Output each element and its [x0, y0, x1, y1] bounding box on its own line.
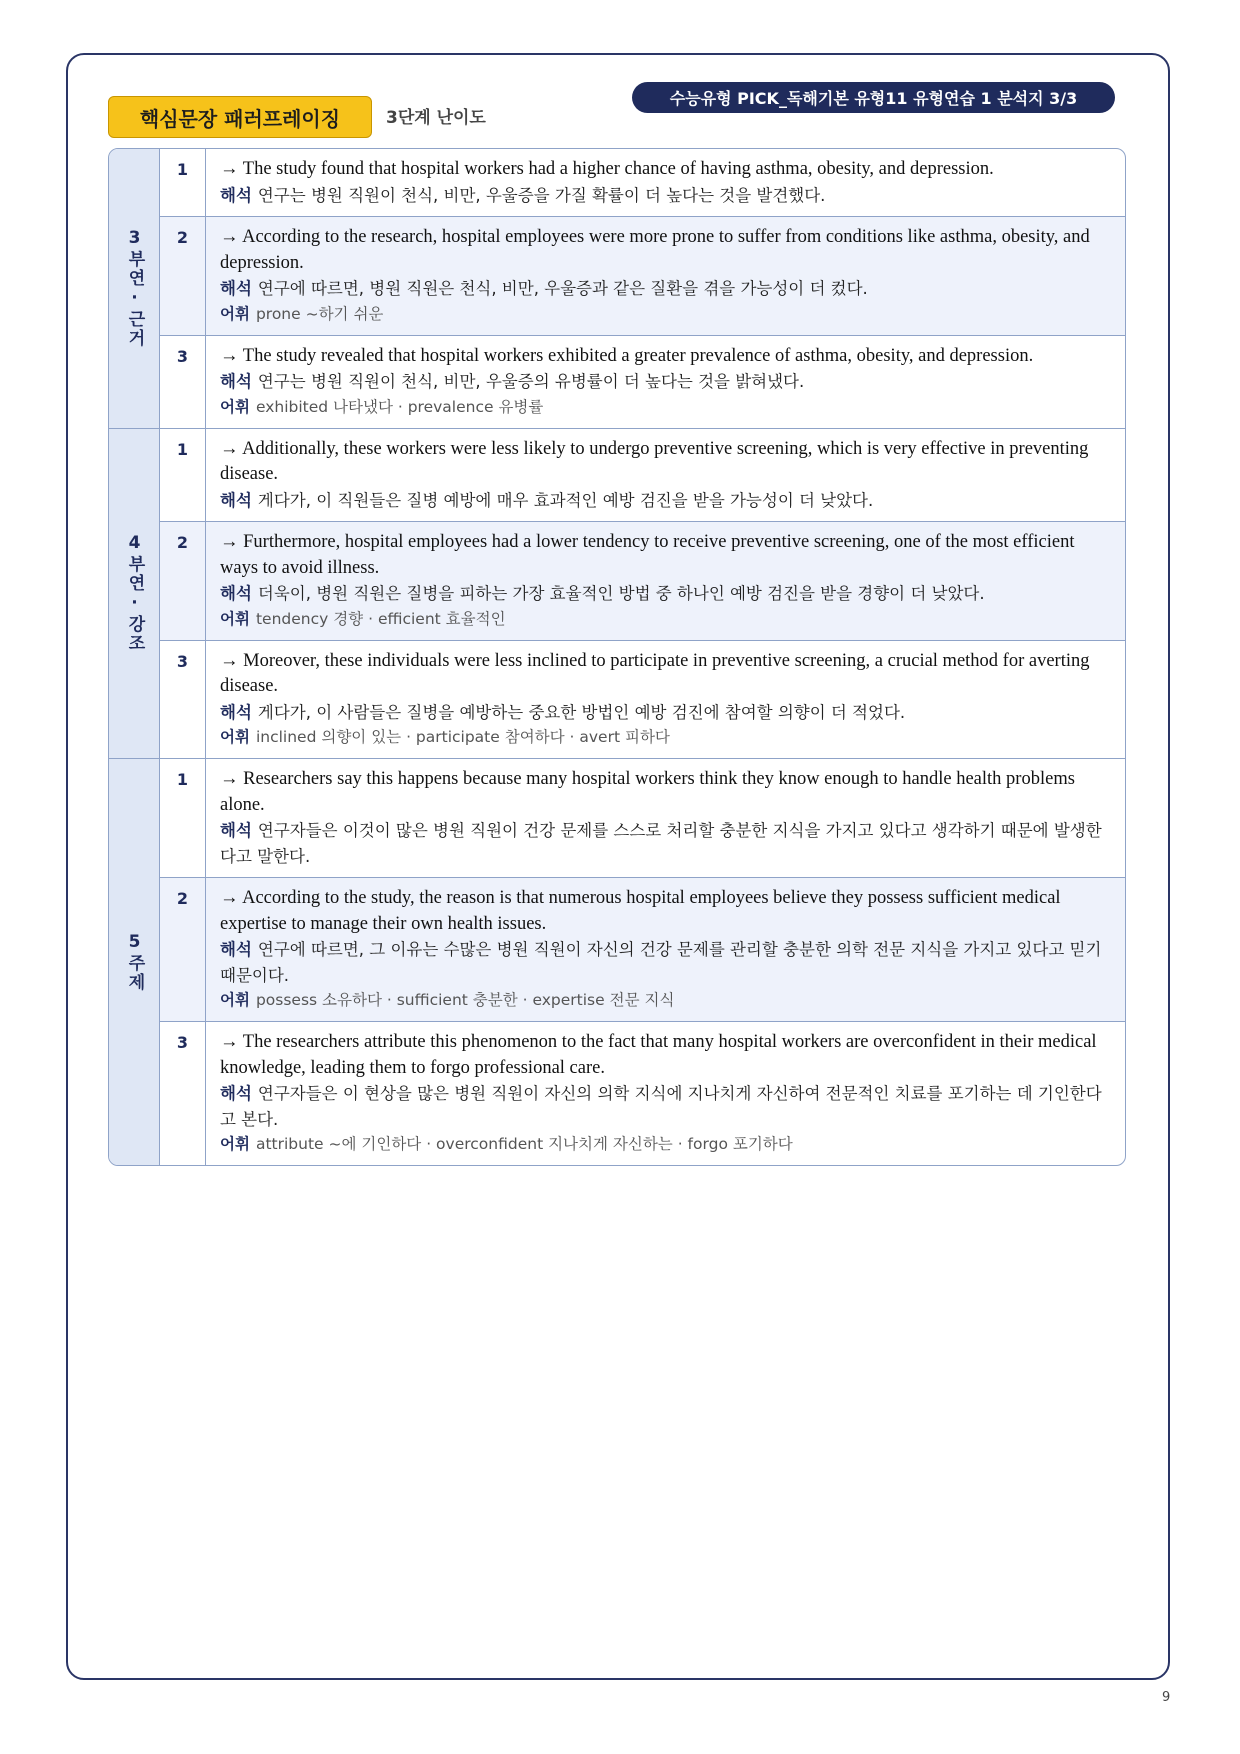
- row-content: [206, 878, 1125, 1021]
- difficulty-level: 3단계 난이도: [386, 108, 486, 128]
- korean-translation: [220, 700, 1111, 726]
- interpretation-tag: 해석: [220, 372, 252, 391]
- korean-text: 연구에 따르면, 병원 직원은 천식, 비만, 우울증과 같은 질환을 겪을 가능성이 더 컸다.: [257, 279, 868, 298]
- section-label-text: 5주제: [124, 932, 145, 992]
- table-row: [160, 641, 1125, 759]
- row-number: 2: [160, 522, 206, 640]
- korean-translation: [220, 369, 1111, 395]
- english-sentence: → The study found that hospital workers had a higher chance of having asthma, obesity, and depression.: [220, 159, 994, 179]
- section-group: [109, 149, 1125, 429]
- vocab-text: possess 소유하다 · sufficient 충분한 · expertise 전문 지식: [255, 991, 675, 1009]
- korean-text: 더욱이, 병원 직원은 질병을 피하는 가장 효율적인 방법 중 하나인 예방 검진을 받을 경향이 더 낮았다.: [257, 584, 985, 603]
- korean-translation: [220, 488, 1111, 514]
- section-label-text: 3부연·근거: [124, 228, 145, 349]
- table-row: [160, 878, 1125, 1022]
- vocab-line: [220, 988, 1111, 1013]
- worksheet-header: 수능유형 PICK_독해기본 유형11 유형연습 1 분석지 3/3: [632, 82, 1115, 113]
- vocab-tag: 어휘: [220, 609, 250, 628]
- table-row: [160, 336, 1125, 428]
- english-sentence: → According to the study, the reason is that numerous hospital employees believe they possess sufficient medical expertise to manage their own health issues.: [220, 888, 1061, 934]
- page-number: 9: [1162, 1690, 1171, 1705]
- korean-translation: [220, 183, 1111, 209]
- row-content: [206, 149, 1125, 216]
- interpretation-tag: 해석: [220, 821, 252, 840]
- section-title-badge: 핵심문장 패러프레이징: [108, 96, 372, 138]
- row-content: [206, 522, 1125, 640]
- row-content: [206, 641, 1125, 759]
- row-content: [206, 217, 1125, 335]
- row-content: [206, 759, 1125, 877]
- table-row: [160, 759, 1125, 878]
- korean-text: 연구자들은 이것이 많은 병원 직원이 건강 문제를 스스로 처리할 충분한 지식을 가지고 있다고 생각하기 때문에 발생한다고 말한다.: [220, 821, 1102, 866]
- vocab-tag: 어휘: [220, 304, 250, 323]
- vocab-line: [220, 1132, 1111, 1157]
- interpretation-tag: 해석: [220, 584, 252, 603]
- english-sentence: → According to the research, hospital employees were more prone to suffer from conditions like asthma, obesity, and depression.: [220, 227, 1090, 273]
- section-group: [109, 429, 1125, 760]
- vocab-line: [220, 302, 1111, 327]
- row-number: 3: [160, 1022, 206, 1165]
- vocab-text: exhibited 나타냈다 · prevalence 유병률: [255, 397, 544, 416]
- interpretation-tag: 해석: [220, 1084, 252, 1103]
- english-sentence: → Moreover, these individuals were less inclined to participate in preventive screening, a crucial method for averting disease.: [220, 650, 1090, 696]
- korean-translation: [220, 818, 1111, 869]
- korean-text: 게다가, 이 사람들은 질병을 예방하는 중요한 방법인 예방 검진에 참여할 의향이 더 적었다.: [257, 702, 906, 722]
- interpretation-tag: 해석: [220, 279, 252, 298]
- korean-translation: [220, 937, 1111, 988]
- table-row: [160, 522, 1125, 641]
- korean-translation: [220, 581, 1111, 607]
- section-label: [109, 429, 160, 759]
- section-label-text: 4부연·강조: [124, 533, 145, 654]
- section-group: [109, 759, 1125, 1165]
- section-label: [109, 759, 160, 1165]
- row-number: 3: [160, 336, 206, 428]
- english-sentence: → Additionally, these workers were less likely to undergo preventive screening, which is very effective in preventing disease.: [220, 438, 1089, 484]
- interpretation-tag: 해석: [220, 490, 252, 510]
- vocab-tag: 어휘: [220, 728, 250, 746]
- section-label: [109, 149, 160, 428]
- table-row: [160, 217, 1125, 336]
- table-row: [160, 1022, 1125, 1165]
- english-sentence: → The study revealed that hospital workers exhibited a greater prevalence of asthma, obesity, and depression.: [220, 345, 1034, 366]
- english-sentence: → The researchers attribute this phenomenon to the fact that many hospital workers are overconfident in their medical knowledge, leading them to forgo professional care.: [220, 1032, 1097, 1078]
- row-number: 1: [160, 149, 206, 216]
- korean-text: 연구에 따르면, 그 이유는 수많은 병원 직원이 자신의 건강 문제를 관리할 충분한 의학 전문 지식을 가지고 있다고 믿기 때문이다.: [220, 940, 1102, 985]
- korean-translation: [220, 1081, 1111, 1132]
- table-row: [160, 149, 1125, 217]
- vocab-line: [220, 725, 1111, 750]
- row-number: 1: [160, 429, 206, 522]
- vocab-line: [220, 395, 1111, 420]
- english-sentence: → Furthermore, hospital employees had a lower tendency to receive preventive screening, one of the most efficient ways to avoid illness.: [220, 532, 1075, 578]
- row-number: 2: [160, 217, 206, 335]
- korean-text: 게다가, 이 직원들은 질병 예방에 매우 효과적인 예방 검진을 받을 가능성이 더 낮았다.: [257, 490, 874, 510]
- vocab-text: tendency 경향 · efficient 효율적인: [255, 609, 506, 628]
- korean-text: 연구는 병원 직원이 천식, 비만, 우울증을 가질 확률이 더 높다는 것을 발견했다.: [257, 185, 826, 205]
- korean-translation: [220, 276, 1111, 302]
- vocab-text: prone ~하기 쉬운: [255, 304, 384, 323]
- row-content: [206, 429, 1125, 522]
- vocab-text: attribute ~에 기인하다 · overconfident 지나치게 자신하는 · forgo 포기하다: [255, 1135, 793, 1153]
- row-number: 2: [160, 878, 206, 1021]
- vocab-tag: 어휘: [220, 1135, 250, 1153]
- vocab-line: [220, 607, 1111, 632]
- row-content: [206, 336, 1125, 428]
- english-sentence: → Researchers say this happens because many hospital workers think they know enough to handle health problems alone.: [220, 769, 1075, 815]
- row-number: 1: [160, 759, 206, 877]
- korean-text: 연구자들은 이 현상을 많은 병원 직원이 자신의 의학 지식에 지나치게 자신하여 전문적인 치료를 포기하는 데 기인한다고 본다.: [220, 1084, 1102, 1129]
- vocab-tag: 어휘: [220, 397, 250, 416]
- paraphrase-table: [108, 148, 1126, 1166]
- interpretation-tag: 해석: [220, 940, 252, 959]
- table-row: [160, 429, 1125, 523]
- vocab-text: inclined 의향이 있는 · participate 참여하다 · avert 피하다: [255, 728, 670, 746]
- korean-text: 연구는 병원 직원이 천식, 비만, 우울증의 유병률이 더 높다는 것을 밝혀냈다.: [257, 372, 805, 391]
- row-number: 3: [160, 641, 206, 759]
- vocab-tag: 어휘: [220, 991, 250, 1009]
- interpretation-tag: 해석: [220, 185, 252, 205]
- row-content: [206, 1022, 1125, 1165]
- interpretation-tag: 해석: [220, 702, 252, 722]
